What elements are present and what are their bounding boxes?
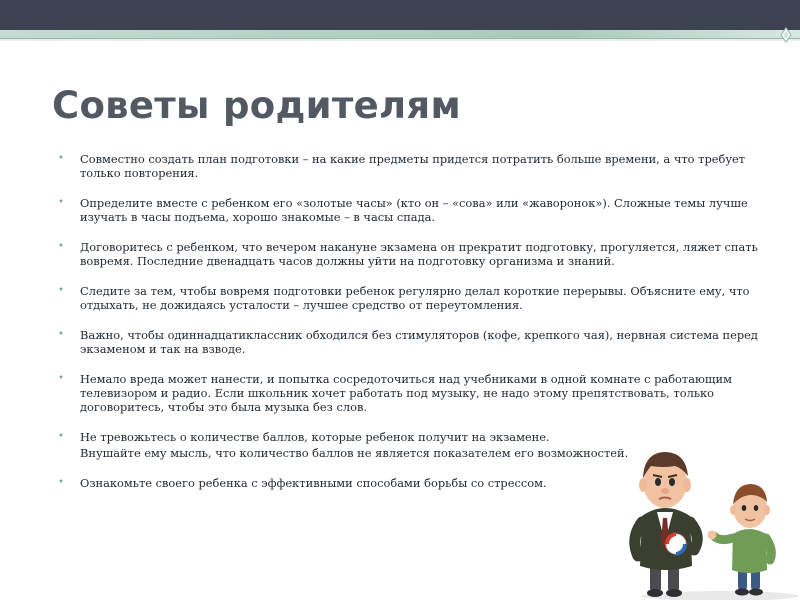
- bullet-icon: •: [58, 197, 64, 208]
- list-item: [58, 372, 758, 414]
- nav-arrow-icon[interactable]: [777, 26, 795, 44]
- slide-title: Советы родителям: [52, 84, 462, 127]
- tip-text: Внушайте ему мысль, что количество баллов не является показателем его возможностей.: [80, 446, 629, 460]
- bullet-icon: •: [58, 329, 64, 340]
- teacher-figure: [635, 452, 697, 597]
- bullet-icon: •: [58, 241, 64, 252]
- accent-shadow: [0, 39, 800, 41]
- tip-text: Ознакомьте своего ребенка с эффективными способами борьбы со стрессом.: [80, 476, 547, 490]
- tip-text: Договоритесь с ребенком, что вечером накануне экзамена он прекратит подготовку, прогуляется, ляжет спать вовремя. Последние двенадцать часов должны уйти на подготовку организма и знаний.: [80, 240, 758, 268]
- bullet-icon: •: [58, 477, 64, 488]
- top-bar: [0, 0, 800, 30]
- bullet-icon: •: [58, 153, 64, 164]
- bullet-icon: •: [58, 373, 64, 384]
- list-item: [58, 328, 758, 356]
- tip-text: Не тревожьтесь о количестве баллов, которые ребенок получит на экзамене.: [80, 430, 550, 444]
- tip-text: Совместно создать план подготовки – на какие предметы придется потратить больше времени, а что требует только повторения.: [80, 152, 746, 180]
- list-item: [58, 152, 758, 180]
- list-item: [58, 284, 758, 312]
- bullet-icon: •: [58, 285, 64, 296]
- bullet-icon: •: [58, 431, 64, 442]
- student-figure: [708, 484, 772, 596]
- teacher-student-clipart: [620, 438, 800, 600]
- accent-line: [0, 30, 800, 39]
- tip-text: Важно, чтобы одиннадцатиклассник обходился без стимуляторов (кофе, крепкого чая), нервная система перед экзаменом и так на взводе.: [80, 328, 758, 356]
- tip-text: Следите за тем, чтобы вовремя подготовки ребенок регулярно делал короткие перерывы. Объясните ему, что отдыхать, не дожидаясь усталости – лучшее средство от переутомления.: [80, 284, 750, 312]
- list-item: [58, 240, 758, 268]
- tip-text: Немало вреда может нанести, и попытка сосредоточиться над учебниками в одной комнате с работающим телевизором и радио. Если школьник хочет работать под музыку, не надо этому препятствовать, только договоритесь, чтобы это была музыка без слов.: [80, 372, 732, 414]
- tip-text: Определите вместе с ребенком его «золотые часы» (кто он – «сова» или «жаворонок»). Сложные темы лучше изучать в часы подъема, хорошо знакомые – в часы спада.: [80, 196, 748, 224]
- list-item: [58, 196, 758, 224]
